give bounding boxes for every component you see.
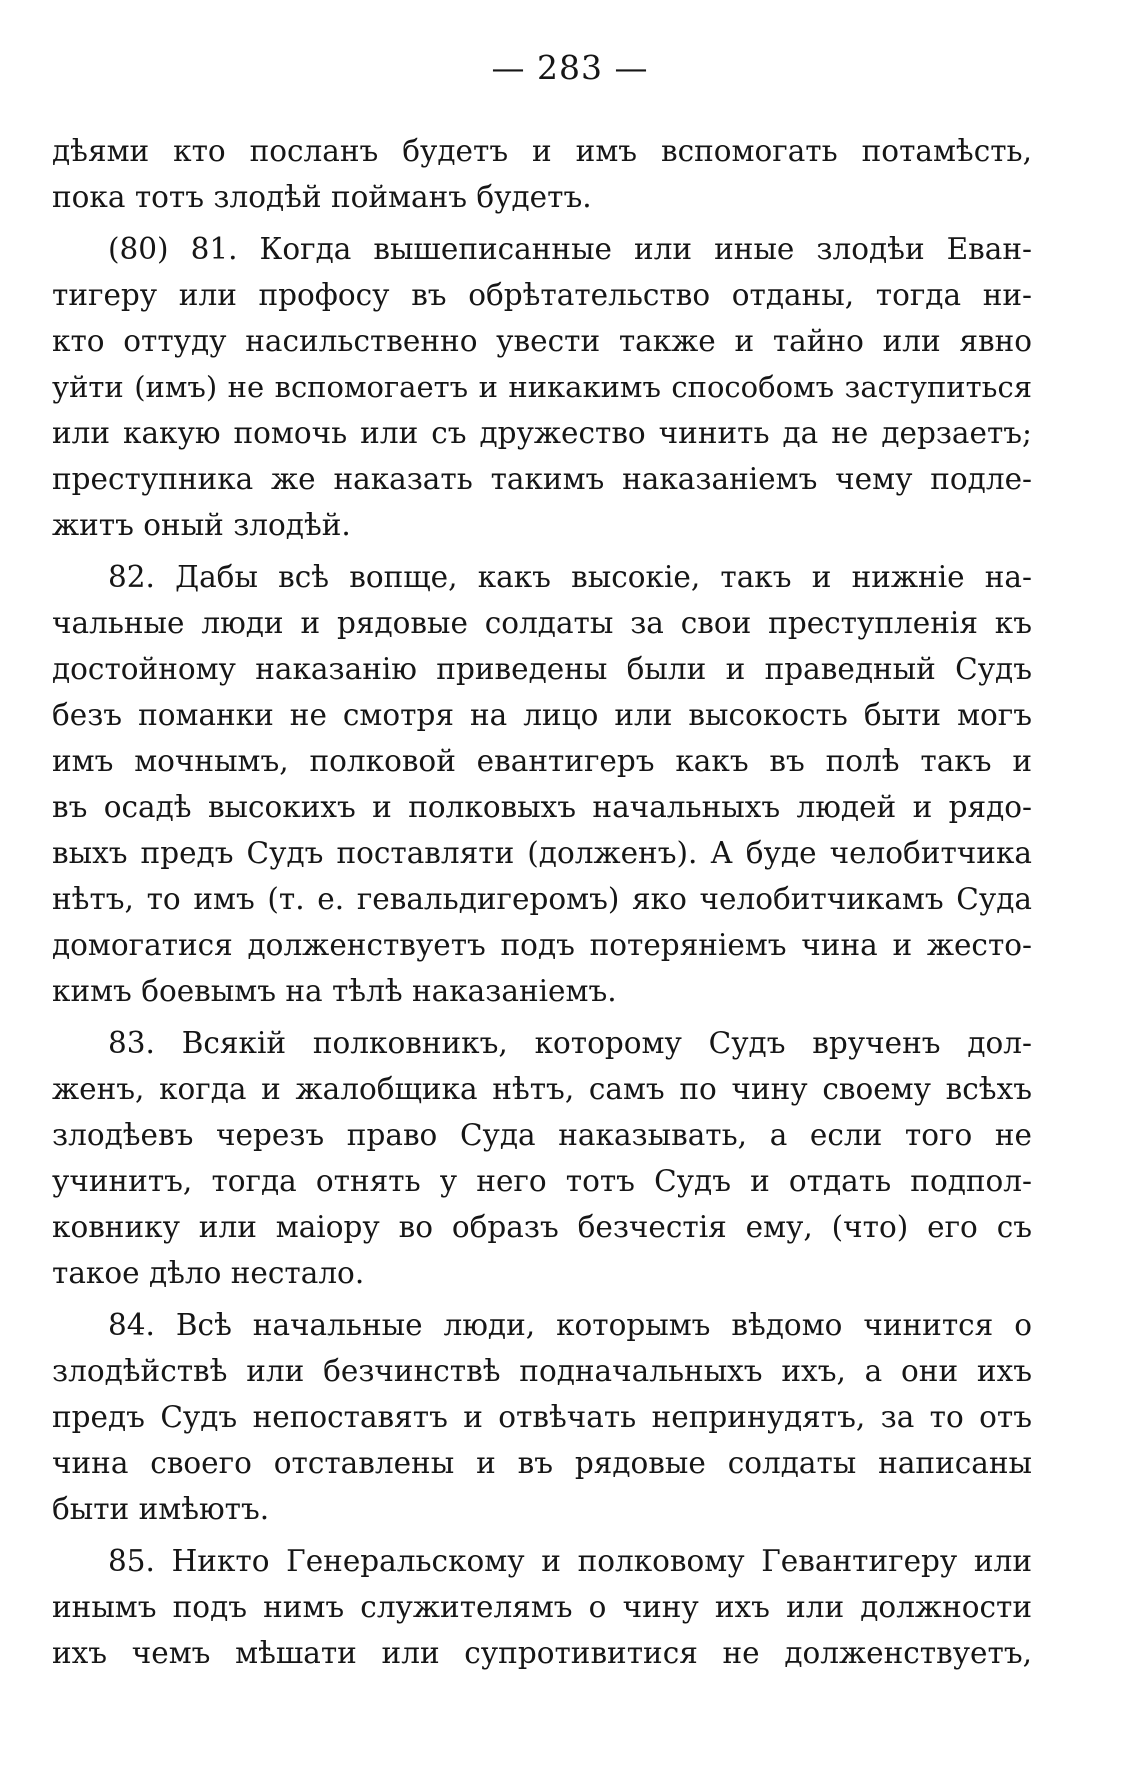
paragraph-85 [52, 1538, 1032, 1676]
text-line: (80) 81. Когда вышеписанные или иные злодѣи Еван- [108, 232, 1032, 266]
text-line: достойному наказанію приведены были и праведный Судъ [52, 652, 1032, 686]
text-line: уйти (имъ) не вспомогаетъ и никакимъ способомъ заступиться [52, 370, 1032, 404]
text-line: или какую помочь или съ дружество чинить да не дерзаетъ; [52, 416, 1032, 450]
text-line: быти имѣютъ. [52, 1492, 270, 1526]
text-line: такое дѣло нестало. [52, 1256, 365, 1290]
text-line: женъ, когда и жалобщика нѣтъ, самъ по чину своему всѣхъ [52, 1072, 1032, 1106]
paragraph-83 [52, 1020, 1032, 1296]
page-number: — 283 — [491, 48, 649, 87]
text-line: имъ мочнымъ, полковой евантигеръ какъ въ полѣ такъ и [52, 744, 1032, 778]
text-line: кто оттуду насильственно увести также и тайно или явно [52, 324, 1032, 358]
text-line: безъ поманки не смотря на лицо или высокость быти могъ [52, 698, 1032, 732]
text-line: ковнику или маіору во образъ безчестія ему, (что) его съ [52, 1210, 1032, 1244]
text-line: 83. Всякій полковникъ, которому Судъ врученъ дол- [108, 1026, 1032, 1060]
text-line: пока тотъ злодѣй пойманъ будетъ. [52, 180, 592, 214]
text-line: ихъ чемъ мѣшати или супротивитися не долженствуетъ, [52, 1636, 1032, 1670]
text-line: инымъ подъ нимъ служителямъ о чину ихъ или должности [52, 1590, 1032, 1624]
text-line: учинитъ, тогда отнять у него тотъ Судъ и отдать подпол- [52, 1164, 1032, 1198]
paragraph-84 [52, 1302, 1032, 1532]
text-line: въ осадѣ высокихъ и полковыхъ начальныхъ людей и рядо- [52, 790, 1032, 824]
text-line: кимъ боевымъ на тѣлѣ наказаніемъ. [52, 974, 617, 1008]
text-line: домогатися долженствуетъ подъ потеряніемъ чина и жесто- [52, 928, 1032, 962]
text-line: чальные люди и рядовые солдаты за свои преступленія къ [52, 606, 1032, 640]
text-line: 85. Никто Генеральскому и полковому Гевантигеру или [108, 1544, 1032, 1578]
text-line: преступника же наказать такимъ наказаніемъ чему подле- [52, 462, 1032, 496]
body-text [52, 128, 1032, 1676]
text-line: дѣями кто посланъ будетъ и имъ вспомогать потамѣсть, [52, 134, 1032, 168]
text-line: злодѣевъ черезъ право Суда наказывать, а если того не [52, 1118, 1032, 1152]
text-line: злодѣйствѣ или безчинствѣ подначальныхъ ихъ, а они ихъ [52, 1354, 1032, 1388]
text-line: выхъ предъ Судъ поставляти (долженъ). А буде челобитчика [52, 836, 1032, 870]
paragraph-81 [52, 226, 1032, 548]
text-line: нѣтъ, то имъ (т. е. гевальдигеромъ) яко челобитчикамъ Суда [52, 882, 1032, 916]
text-line: житъ оный злодѣй. [52, 508, 351, 542]
text-line: чина своего отставлены и въ рядовые солдаты написаны [52, 1446, 1032, 1480]
text-line: предъ Судъ непоставятъ и отвѣчать непринудятъ, за то отъ [52, 1400, 1032, 1434]
text-line: тигеру или профосу въ обрѣтательство отданы, тогда ни- [52, 278, 1032, 312]
text-line: 82. Дабы всѣ вопще, какъ высокіе, такъ и нижніе на- [108, 560, 1032, 594]
paragraph-82 [52, 554, 1032, 1014]
paragraph-continuation [52, 128, 1032, 220]
text-line: 84. Всѣ начальные люди, которымъ вѣдомо чинится о [108, 1308, 1032, 1342]
